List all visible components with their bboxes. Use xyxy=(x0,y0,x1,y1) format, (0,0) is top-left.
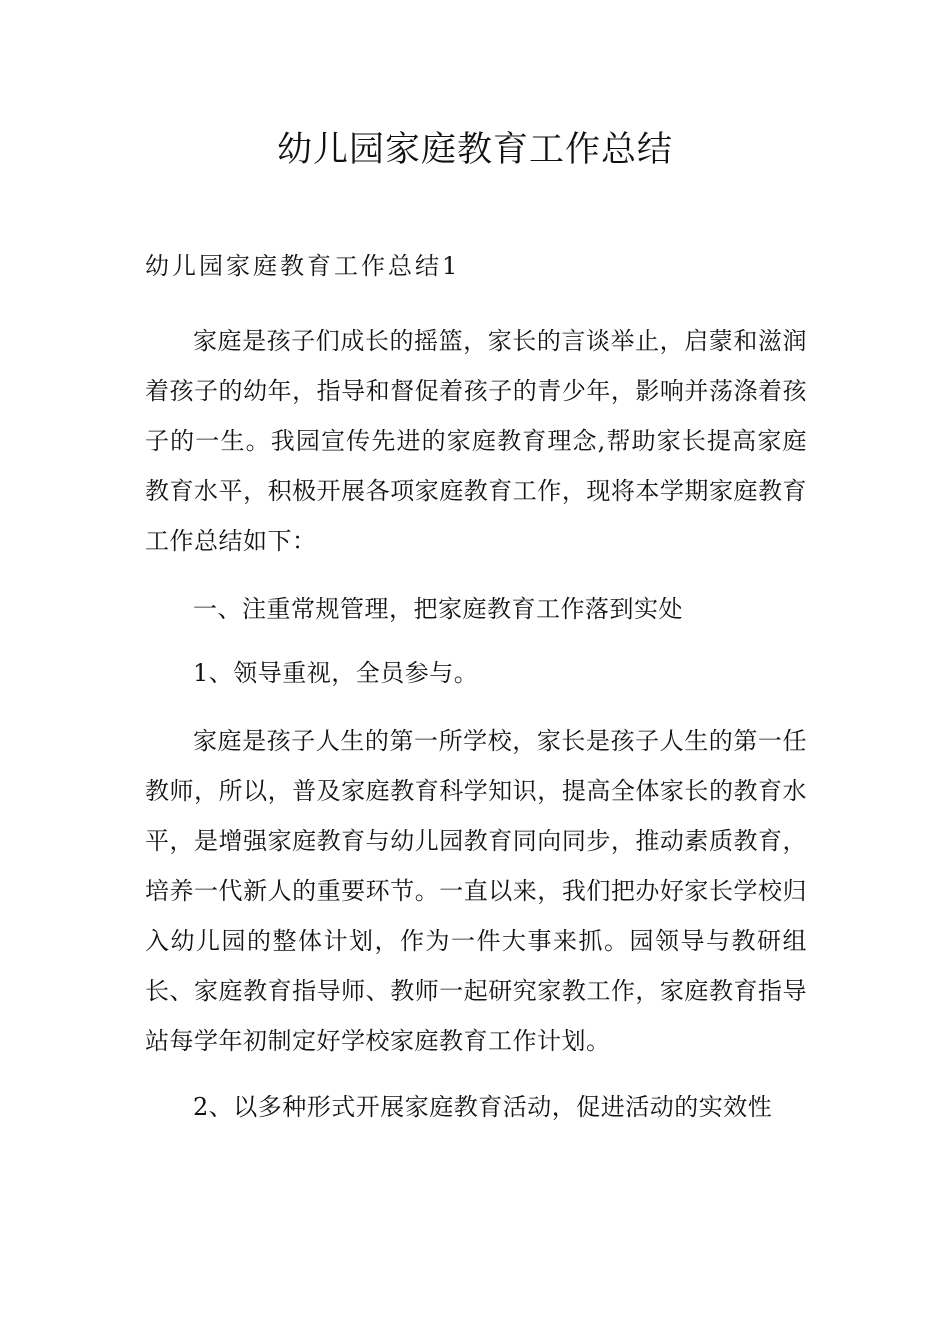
heading-one: 一、注重常规管理，把家庭教育工作落到实处 xyxy=(193,595,683,623)
body-paragraph-one: 家庭是孩子人生的第一所学校，家长是孩子人生的第一任教师，所以，普及家庭教育科学知识，提高全体家长的教育水平，是增强家庭教育与幼儿园教育同向同步，推动素质教育，培养一代新人的重要环节。一直以来，我们把办好家长学校归入幼儿园的整体计划，作为一件大事来抓。园领导与教研组长、家庭教育指导师、教师一起研究家教工作，家庭教育指导站每学年初制定好学校家庭教育工作计划。 xyxy=(145,727,807,1055)
item-one: 1、领导重视，全员参与。 xyxy=(193,659,479,687)
section-heading: 幼儿园家庭教育工作总结1 xyxy=(145,252,461,280)
document-title: 幼儿园家庭教育工作总结 xyxy=(276,130,673,170)
intro-paragraph: 家庭是孩子们成长的摇篮，家长的言谈举止，启蒙和滋润着孩子的幼年，指导和督促着孩子的青少年，影响并荡涤着孩子的一生。我园宣传先进的家庭教育理念,帮助家长提高家庭教育水平，积极开展各项家庭教育工作，现将本学期家庭教育工作总结如下： xyxy=(145,327,807,555)
item-two: 2、以多种形式开展家庭教育活动，促进活动的实效性 xyxy=(193,1093,773,1121)
